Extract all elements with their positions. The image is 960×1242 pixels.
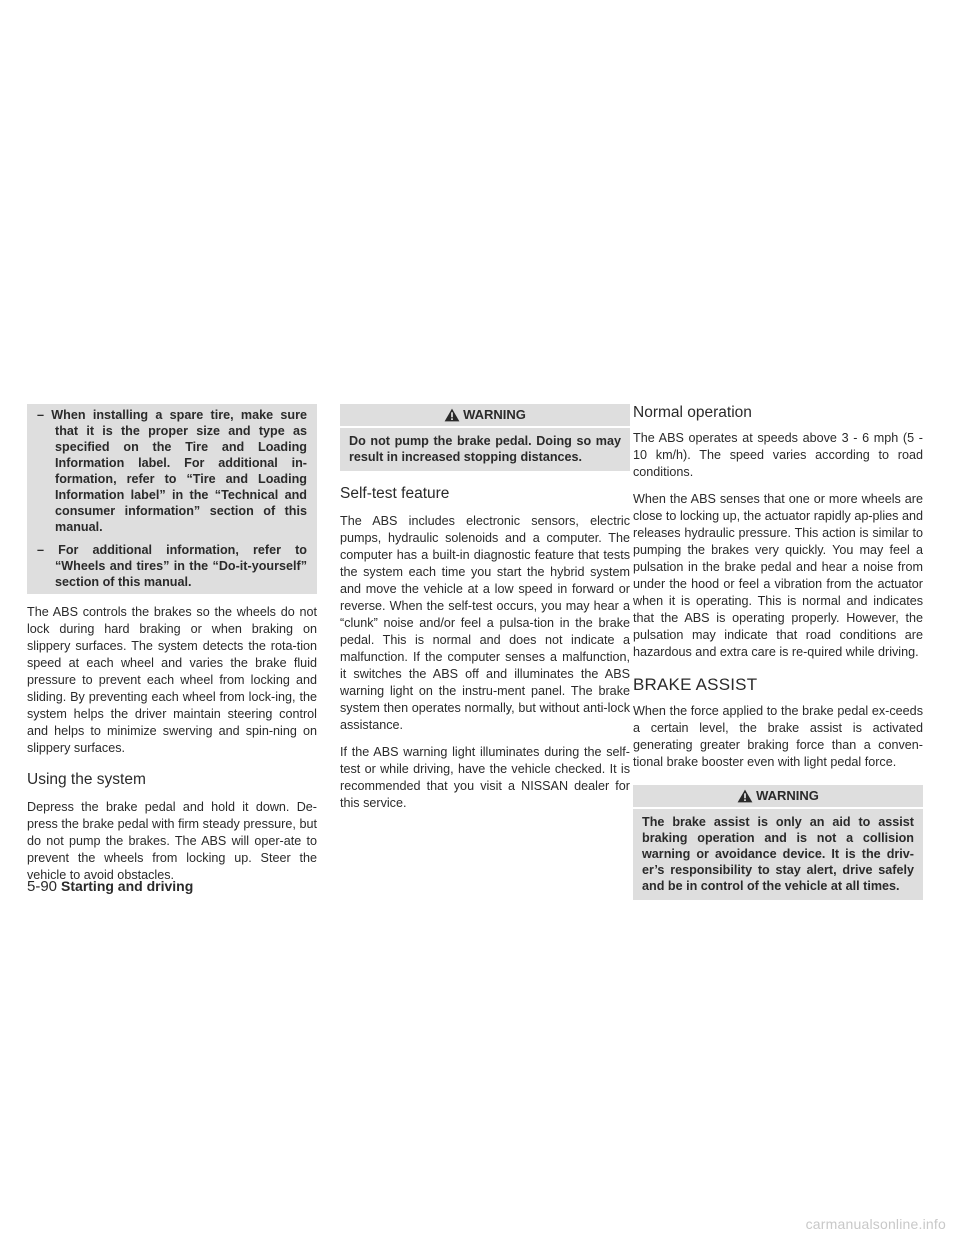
- bullet-wheels-and-tires: – For additional information, refer to “Wheels and tires” in the “Do-it-yourself” section of this manual.: [37, 543, 307, 589]
- heading-self-test-feature: Self-test feature: [340, 485, 450, 502]
- warning-label: WARNING: [463, 407, 526, 422]
- normal-operation-speed-text: The ABS operates at speeds above 3 - 6 mph (5 - 10 km/h). The speed varies according to road conditions.: [633, 431, 923, 479]
- column-middle: [340, 404, 630, 812]
- abs-warning-light-text: If the ABS warning light illuminates during the self-test or while driving, have the vehicle checked. It is recommended that you visit a NISSAN dealer for this service.: [340, 745, 630, 810]
- warning-text-pump-pedal: Do not pump the brake pedal. Doing so may result in increased stopping distances.: [349, 434, 621, 464]
- page-footer: [27, 876, 193, 897]
- normal-operation-detail-text: When the ABS senses that one or more wheels are close to locking up, the actuator rapidly ap-plies and releases hydraulic pressure. This action is similar to pumping the brakes very quickly. You may feel a pulsation in the brake pedal and hear a noise from under the hood or feel a vibration from the actuator when it is operating. This is normal and indicates that the ABS is operating properly. However, the pulsation may indicate that road conditions are hazardous and extra care is re-quired while driving.: [633, 492, 923, 659]
- heading-brake-assist: BRAKE ASSIST: [633, 675, 758, 694]
- bullet-spare-tire: – When installing a spare tire, make sure that it is the proper size and type as specified on the Tire and Loading Information label. For additional in-formation, refer to “Tire and Loading Information label” in the “Technical and consumer information” section of this manual.: [37, 408, 307, 534]
- warning-triangle-icon: [444, 408, 460, 422]
- watermark: carmanualsonline.info: [805, 1216, 946, 1232]
- column-left: [27, 404, 317, 884]
- self-test-text: The ABS includes electronic sensors, electric pumps, hydraulic solenoids and a computer. The computer has a built-in diagnostic feature that tests the system each time you start the hybrid system and move the vehicle at a low speed in forward or reverse. When the self-test occurs, you may hear a “clunk” noise and/or feel a pulsa-tion in the brake pedal. This is normal and does not indicate a malfunction. If the computer senses a malfunction, it switches the ABS off and illuminates the ABS warning light on the instru-ment panel. The brake system then operates normally, but without anti-lock assistance.: [340, 514, 630, 732]
- warning-label: WARNING: [756, 788, 819, 803]
- warning-box-brake-assist: [633, 785, 923, 900]
- heading-normal-operation: Normal operation: [633, 404, 752, 421]
- warning-box-pump-pedal: [340, 404, 630, 471]
- brake-assist-text: When the force applied to the brake pedal ex-ceeds a certain level, the brake assist is activated generating greater braking force than a conven-tional brake booster even with light pedal force.: [633, 704, 923, 769]
- warning-header: [340, 404, 630, 428]
- abs-description: The ABS controls the brakes so the wheels do not lock during hard braking or when braking on slippery surfaces. The system detects the rota-tion speed at each wheel and varies the brake fluid pressure to prevent each wheel from locking and sliding. By preventing each wheel from lock-ing, the system helps the driver maintain steering control and helps to minimize swerving and spin-ning on slippery surfaces.: [27, 605, 317, 755]
- warning-triangle-icon: [737, 789, 753, 803]
- warning-text-brake-assist: The brake assist is only an aid to assist braking operation and is not a collision warning or avoidance device. It is the driv-er’s responsibility to stay alert, drive safely and be in control of the vehicle at all times.: [642, 815, 914, 893]
- section-title: Starting and driving: [61, 878, 194, 894]
- heading-using-the-system: Using the system: [27, 771, 146, 788]
- using-the-system-text: Depress the brake pedal and hold it down. De-press the brake pedal with firm steady pressure, but do not pump the brakes. The ABS will oper-ate to prevent the wheels from locking up. Steer the vehicle to avoid obstacles.: [27, 800, 317, 882]
- page-number: 5-90: [27, 878, 58, 895]
- warning-header: [633, 785, 923, 809]
- spare-tire-warning-continued: [27, 404, 317, 594]
- column-right: [633, 404, 923, 900]
